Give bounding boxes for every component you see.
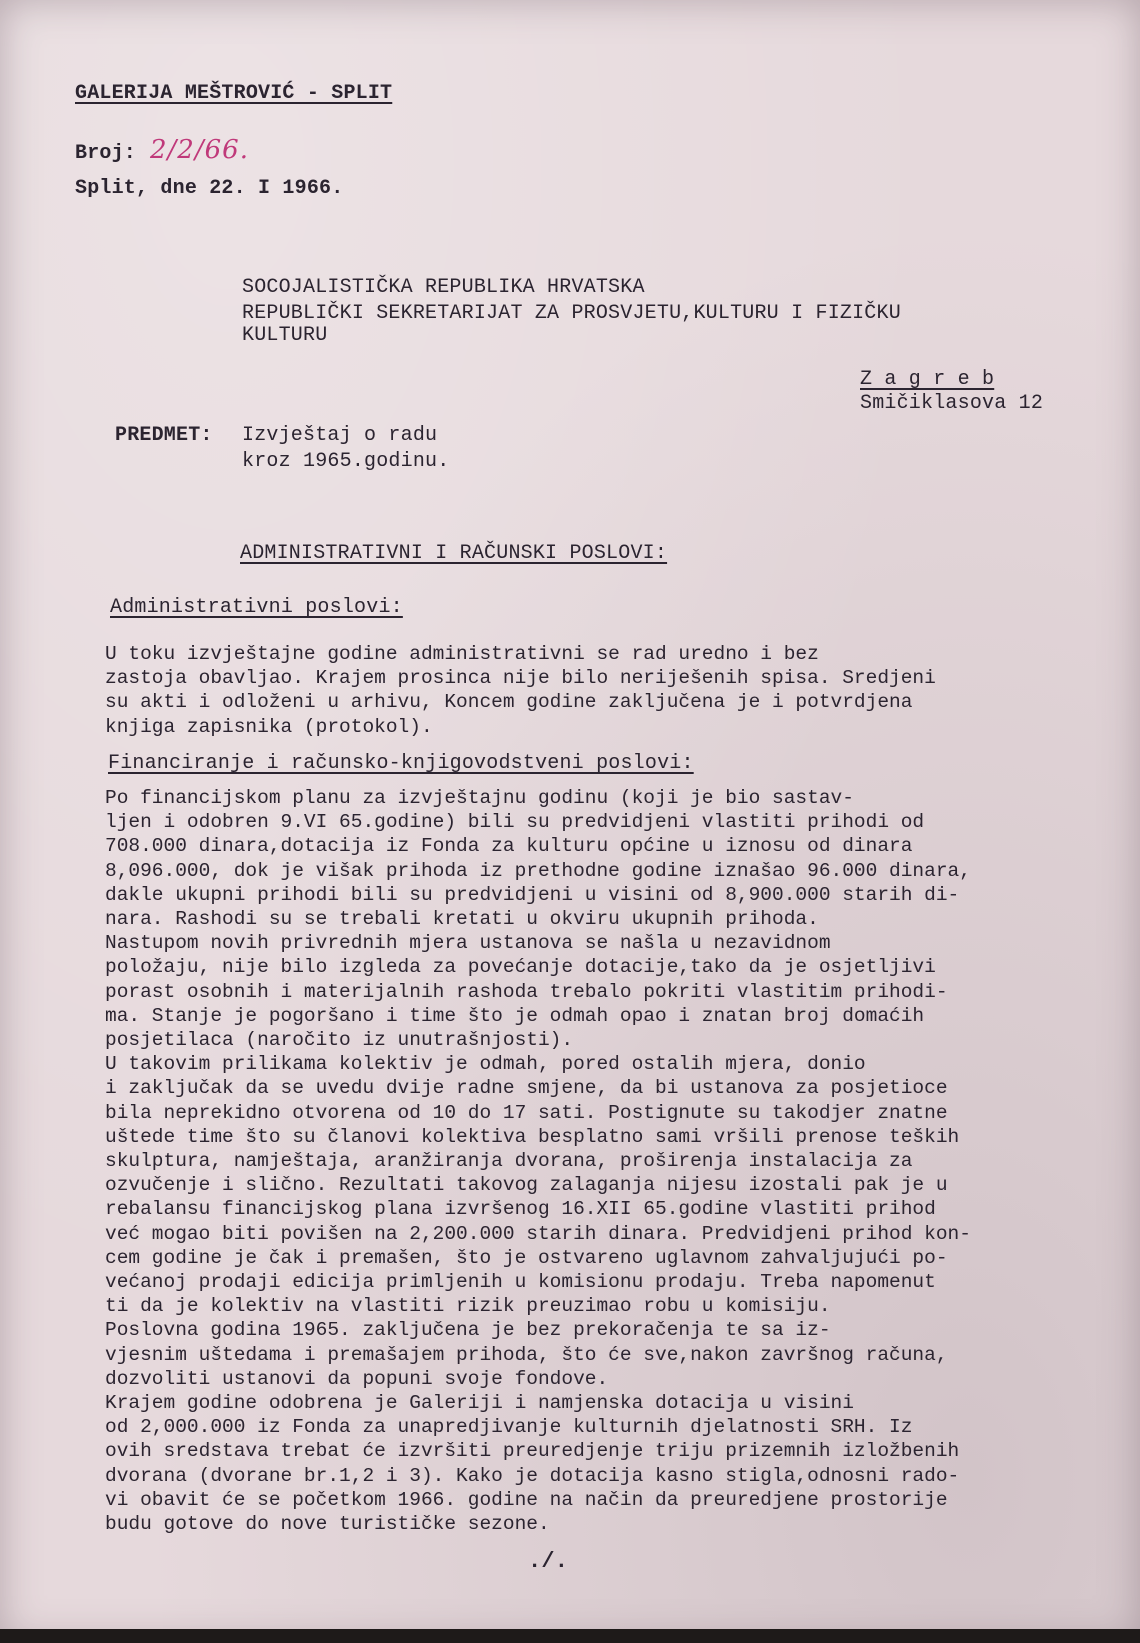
text-line: vjesnim uštedama i premašajem prihoda, što će sve,nakon završnog računa, (105, 1343, 948, 1366)
text-line: dvorana (dvorane br.1,2 i 3). Kako je dotacija kasno stigla,odnosni rado- (105, 1464, 960, 1487)
text-line: su akti i odloženi u arhivu, Koncem godine zaključena je i potvrdjena (105, 691, 913, 714)
admin-paragraph (105, 642, 1105, 739)
subject-line-1: Izvještaj o radu (242, 424, 438, 447)
reference-number-label: Broj: (75, 142, 137, 165)
reference-number-handwritten: 2/2/66. (150, 135, 249, 165)
text-line: 708.000 dinara,dotacija iz Fonda za kulturu općine u iznosu od dinara (105, 835, 913, 858)
text-line: U takovim prilikama kolektiv je odmah, pored ostalih mjera, donio (105, 1053, 866, 1076)
date-line: Split, dne 22. I 1966. (75, 177, 344, 200)
text-line: 8,096.000, dok je višak prihoda iz prethodne godine iznašao 96.000 dinara, (105, 859, 971, 882)
continuation-mark: ./. (528, 1549, 569, 1574)
text-line: U toku izvještajne godine administrativni se rad uredno i bez (105, 643, 819, 665)
text-line: uštede time što su članovi kolektiva besplatno sami vršili prenose teških (105, 1125, 960, 1148)
text-line: skulptura, namještaja, aranžiranja dvorana, proširenja instalacija za (105, 1150, 913, 1173)
finance-paragraphs (105, 786, 1105, 1536)
text-line: ma. Stanje je pogoršano i time što je odmah opao i znatan broj domaćih (105, 1004, 925, 1027)
text-line: zastoja obavljao. Krajem prosinca nije bilo neriješenih spisa. Sredjeni (105, 667, 936, 690)
recipient-line-2: REPUBLIČKI SEKRETARIJAT ZA PROSVJETU,KULTURU I FIZIČKU (242, 302, 901, 325)
letterhead: GALERIJA MEŠTROVIĆ - SPLIT (75, 82, 393, 105)
scan-border (0, 1629, 1140, 1643)
text-line: ozvučenje i slično. Rezultati takovog zalaganja nijesu izostali pak je u (105, 1174, 948, 1197)
text-line: nara. Rashodi su se trebali kretati u okviru ukupnih prihoda. (105, 908, 819, 931)
text-line: ti da je kolektiv na vlastiti rizik preuzimao robu u komisiju. (105, 1295, 831, 1318)
text-line: rebalansu financijskog plana izvršenog 16.XII 65.godine vlastiti prihod (105, 1198, 936, 1221)
text-line: Poslovna godina 1965. zaključena je bez prekoračenja te sa iz- (105, 1319, 831, 1342)
text-line: cem godine je čak i premašen, što je ostvareno uglavnom zahvaljujući po- (105, 1246, 948, 1269)
text-line: dakle ukupni prihodi bili su predvidjeni u visini od 8,900.000 starih di- (105, 883, 960, 906)
text-line: knjiga zapisnika (protokol). (105, 715, 433, 738)
section-heading: ADMINISTRATIVNI I RAČUNSKI POSLOVI: (240, 542, 668, 565)
recipient-line-1: SOCOJALISTIČKA REPUBLIKA HRVATSKA (242, 276, 645, 299)
subject-label: PREDMET: (115, 424, 213, 447)
text-line: od 2,000.000 iz Fonda za unapredjivanje kulturnih djelatnosti SRH. Iz (105, 1416, 913, 1439)
text-line: dozvoliti ustanovi da popuni svoje fondove. (105, 1367, 609, 1390)
text-line: položaju, nije bilo izgleda za povećanje dotacije,tako da je osjetljivi (105, 956, 936, 979)
text-line: ljen i odobren 9.VI 65.godine) bili su predvidjeni vlastiti prihodi od (105, 811, 925, 834)
text-line: posjetilaca (naročito iz unutrašnjosti). (105, 1029, 574, 1052)
text-line: i zaključak da se uvedu dvije radne smjene, da bi ustanova za posjetioce (105, 1077, 948, 1100)
text-line: bila neprekidno otvorena od 10 do 17 sati. Postignute su takodjer znatne (105, 1101, 948, 1124)
text-line: ovih sredstava trebat će izvršiti preuredjenje triju prizemnih izložbenih (105, 1440, 960, 1463)
subject-line-2: kroz 1965.godinu. (242, 450, 450, 473)
text-line: budu gotove do nove turističke sezone. (105, 1513, 550, 1536)
recipient-line-3: KULTURU (242, 324, 328, 347)
text-line: već mogao biti povišen na 2,200.000 starih dinara. Predvidjeni prihod kon- (105, 1222, 971, 1245)
admin-heading: Administrativni poslovi: (110, 596, 403, 619)
finance-heading: Financiranje i računsko-knjigovodstveni poslovi: (108, 752, 694, 775)
recipient-city: Z a g r e b (860, 368, 995, 391)
recipient-street: Smičiklasova 12 (860, 392, 1044, 415)
text-line: porast osobnih i materijalnih rashoda trebalo pokriti vlastitim prihodi- (105, 980, 948, 1003)
text-line: većanoj prodaji edicija primljenih u komisionu prodaju. Treba napomenut (105, 1271, 936, 1294)
text-line: Krajem godine odobrena je Galeriji i namjenska dotacija u visini (105, 1392, 854, 1415)
text-line: Nastupom novih privrednih mjera ustanova se našla u nezavidnom (105, 932, 831, 955)
text-line: Po financijskom planu za izvještajnu godinu (koji je bio sastav- (105, 787, 854, 809)
text-line: vi obavit će se početkom 1966. godine na način da preuredjene prostorije (105, 1488, 948, 1511)
